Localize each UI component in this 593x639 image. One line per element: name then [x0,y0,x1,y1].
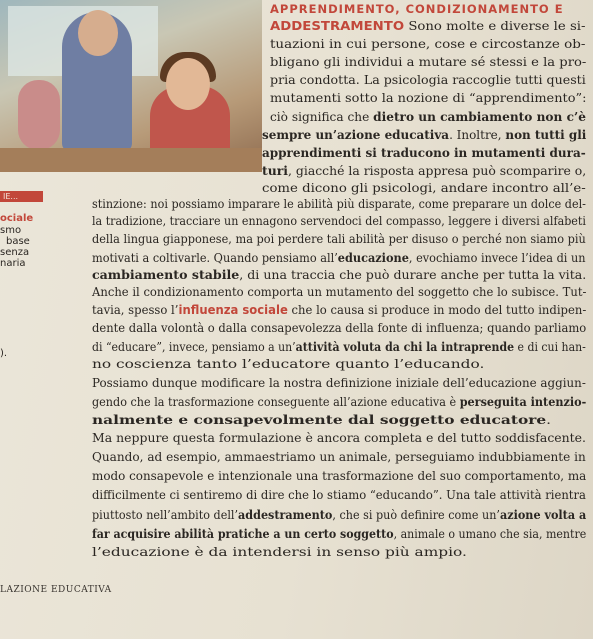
text-run: . Inoltre, [449,128,506,142]
text-line [262,127,586,143]
text-line [92,339,586,355]
photo-cooking-family [0,0,262,172]
text-line [92,469,586,484]
text-run: difficilmente ci sentiremo di dire che lo stiamo “educando”. Una tale attività rientra [92,488,586,502]
text-line [262,145,586,161]
text-run: , che si può definire come un’ [332,508,500,522]
text-run: di “educare”, invece, pensiamo a un’ [92,340,296,354]
text-run: cambiamento stabile [92,267,240,282]
text-run: mutamenti sotto la nozione di “apprendimento”: [270,91,587,105]
text-run: ciò significa che [270,110,374,124]
text-run: Quando, ad esempio, ammaestriamo un animale, perseguiamo indubbiamente in [92,450,586,464]
text-run: gendo che la trasformazione conseguente all’azione educativa è [92,395,460,409]
text-run: che lo causa si produce in modo del tutto indipen- [287,303,587,317]
text-run: piuttosto nell’ambito dell’ [92,508,239,522]
running-footer: LAZIONE EDUCATIVA [0,585,112,595]
text-run: Sono molte e diverse le si- [404,19,586,33]
text-run: Possiamo dunque modificare la nostra definizione iniziale dell’educazione aggiun- [92,376,586,390]
text-run: modo consapevole e intenzionale una trasformazione del suo comportamento, ma [92,469,587,483]
text-line [92,250,586,266]
text-run: bligano gli individui a mutare sé stessi e la pro- [270,55,587,69]
text-line [92,232,586,247]
text-run: turi [262,163,289,178]
text-run: perseguita intenzio- [459,394,587,409]
text-run: dente dalla volontà o dalla consapevolezza della fonte di influenza; quando parliamo [92,321,587,335]
text-run: della lingua giapponese, ma poi perdere tali abilità per disuso o perché non siamo più [92,232,586,246]
text-run: , giacché la risposta appresa può scomparire o, [288,164,587,178]
text-line [270,109,586,125]
section-heading: APPRENDIMENTO, CONDIZIONAMENTO E [270,2,564,16]
text-line [92,197,586,212]
text-run: . [546,413,552,427]
text-run: attività voluta da chi la intraprende [295,339,515,354]
text-run: come dicono gli psicologi, andare incontro all’e- [262,181,586,195]
text-run: pria condotta. La psicologia raccoglie tutti questi [270,73,586,87]
sidebar-mark: ). [0,348,8,359]
text-run: educazione [337,250,409,265]
text-line [92,303,586,318]
text-line [92,357,484,372]
text-run: stinzione: noi possiamo imparare le abilità più disparate, come preparare un dolce del- [92,197,586,211]
text-line [92,285,586,300]
text-line [92,214,586,229]
text-line [270,73,586,88]
text-run: ADDESTRAMENTO [270,19,405,33]
text-run: apprendimenti si traducono in mutamenti dura- [262,145,586,160]
text-run: tavia, spesso l’ [92,303,179,317]
text-line [92,394,586,410]
text-line [262,163,586,179]
text-run: no coscienza tanto l’educatore quanto l’educando. [92,357,485,371]
text-line [92,488,586,503]
text-run: l’educazione è da intendersi in senso più ampio. [92,545,467,559]
text-line [262,181,586,196]
text-line [92,267,586,283]
text-line [92,321,586,336]
text-run: e di cui han- [514,340,586,354]
text-line [92,450,586,465]
sidebar-term: naria [0,258,26,269]
sidebar-term: base [6,236,30,247]
text-line [92,507,586,523]
text-line [92,526,586,542]
text-line [270,55,586,70]
text-run: , animale o umano che sia, mentre [393,527,587,541]
text-line [92,376,586,391]
text-run: la tradizione, tracciare un ennagono servendoci del compasso, leggere i diversi alfabeti [92,214,586,228]
text-run: non tutti gli [505,127,587,142]
text-run: Anche il condizionamento comporta un mutamento del soggetto che lo subisce. Tut- [92,285,587,299]
text-run: Ma neppure questa formulazione è ancora completa e del tutto soddisfacente. [92,431,587,445]
text-run: far acquisire abilità pratiche a un certo soggetto [92,526,394,541]
text-line [270,37,585,52]
text-run: , di una traccia che può durare anche per tutta la vita. [239,268,587,282]
text-run: , evochiamo invece l’idea di un [408,251,586,265]
text-line [92,431,586,446]
text-run: dietro un cambiamento non c’è [373,109,586,124]
text-line [270,91,586,106]
sidebar-term: senza [0,247,30,258]
section-tag: IE... [0,191,43,202]
text-run: sempre un’azione educativa [262,127,450,142]
sidebar-term: ociale [0,213,34,224]
text-line [92,412,551,428]
text-run: influenza sociale [178,303,288,317]
text-run: addestramento [238,507,333,522]
text-line [270,19,586,34]
text-line [92,545,467,560]
text-run: azione volta a [499,507,587,522]
text-run: tuazioni in cui persone, cose e circostanze ob- [270,37,586,51]
text-run: nalmente e consapevolmente dal soggetto educatore [92,412,547,427]
sidebar-term: smo [0,225,22,236]
text-run: motivati a coltivarle. Quando pensiamo all’ [92,251,338,265]
